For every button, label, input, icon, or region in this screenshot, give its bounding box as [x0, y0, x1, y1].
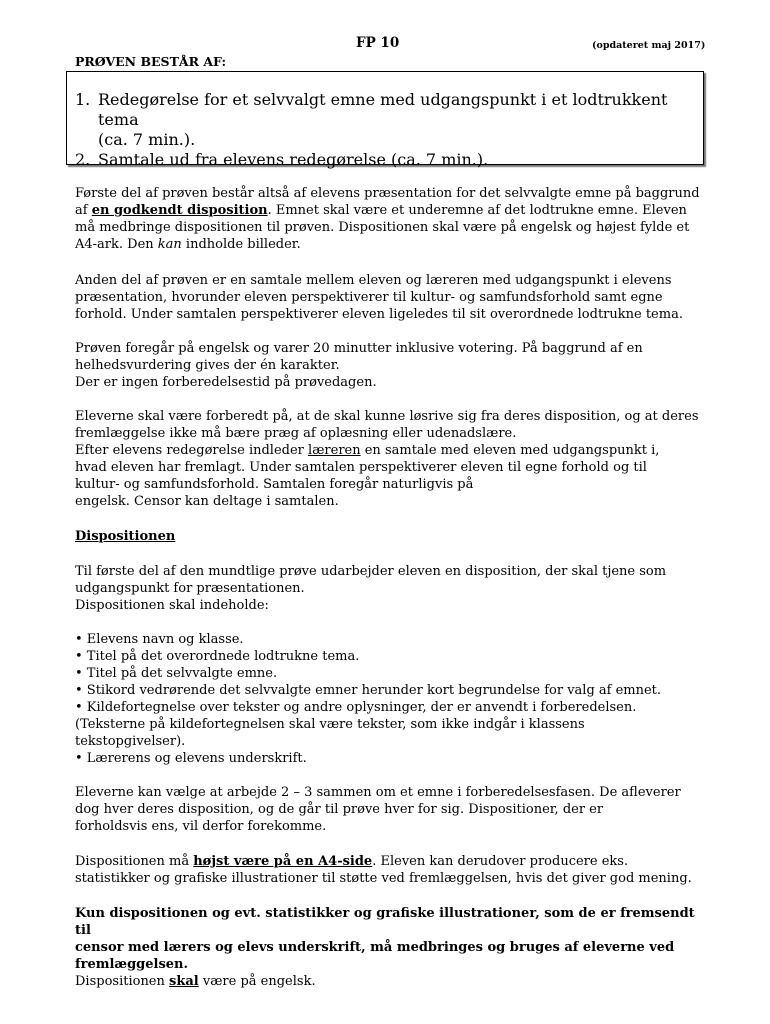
- list-item: • Stikord vedrørende det selvvalgte emner herunder kort begrundelse for valg af emnet.: [75, 683, 662, 698]
- disposition-heading: Dispositionen: [75, 529, 176, 544]
- text-line: præsentation, hvorunder eleven perspektiverer til kultur- og samfundsforhold samt egne: [75, 290, 663, 305]
- text-line: hvad eleven har fremlagt. Under samtalen perspektiverer eleven til egne forhold og til: [75, 460, 647, 475]
- text: Dispositionen: [75, 974, 170, 989]
- text-line: fremlæggelse ikke må bære præg af oplæsning eller udenadslære.: [75, 426, 517, 441]
- list-text: Samtale ud fra elevens redegørelse (ca. 7 min.).: [98, 150, 489, 169]
- text-line: [75, 973, 715, 990]
- paragraph-preparation: [75, 408, 715, 510]
- text-line: Anden del af prøven er en samtale mellem eleven og læreren med udgangspunkt i elevens: [75, 273, 672, 288]
- text-line: [75, 442, 715, 459]
- text: A4-ark. Den: [75, 237, 158, 252]
- text-line: forhold. Under samtalen perspektiverer eleven ligeledes til sit overordnede lodtrukne tema.: [75, 307, 683, 322]
- text: . Eleven kan derudover producere eks.: [372, 854, 629, 869]
- text-line: censor med lærers og elevs underskrift, må medbringes og bruges af eleverne ved: [75, 940, 675, 955]
- list-item: [75, 150, 695, 170]
- list-item: • Titel på det overordnede lodtrukne tema.: [75, 649, 360, 664]
- text-line: Der er ingen forberedelsestid på prøvedagen.: [75, 375, 377, 390]
- text-line: må medbringe dispositionen til prøven. Dispositionen skal være på engelsk og højest fylde et: [75, 220, 690, 235]
- text: Dispositionen må: [75, 854, 194, 869]
- text-line: kultur- og samfundsforhold. Samtalen foregår naturligvis på: [75, 477, 474, 492]
- text: . Emnet skal være et underemne af det lodtrukne emne. Eleven: [267, 203, 687, 218]
- text-line: [75, 236, 715, 253]
- text-line: Eleverne skal være forberedt på, at de skal kunne løsrive sig fra deres disposition, og at deres: [75, 409, 699, 424]
- text: være på engelsk.: [198, 974, 316, 989]
- list-item: • Titel på det selvvalgte emne.: [75, 666, 278, 681]
- text-line: Første del af prøven består altså af elevens præsentation for det selvvalgte emne på baggrund: [75, 186, 700, 201]
- text-line: fremlæggelsen.: [75, 957, 189, 972]
- list-item: [75, 90, 695, 150]
- list-item: • Elevens navn og klasse.: [75, 632, 244, 647]
- text: indholde billeder.: [181, 237, 301, 252]
- text: Efter elevens redegørelse indleder: [75, 443, 309, 458]
- text: af: [75, 203, 92, 218]
- text-line: dog hver deres disposition, og de går til prøve hver for sig. Dispositioner, der er: [75, 802, 604, 817]
- updated-date: (opdateret maj 2017): [592, 40, 706, 51]
- page-title: FP 10: [356, 35, 400, 51]
- section-heading: PRØVEN BESTÅR AF:: [75, 54, 227, 69]
- exam-parts-list: [75, 90, 695, 170]
- page-limit-emphasis: højst være på en A4-side: [193, 854, 373, 869]
- text-line: [75, 202, 715, 219]
- text-line: Prøven foregår på engelsk og varer 20 minutter inklusive votering. På baggrund af en: [75, 341, 643, 356]
- text-line: (Teksterne på kildefortegnelsen skal være tekster, som ikke indgår i klassens: [75, 717, 585, 732]
- exam-summary-box: [66, 71, 704, 169]
- text-line: engelsk. Censor kan deltage i samtalen.: [75, 494, 339, 509]
- text-line: Til første del af den mundtlige prøve udarbejder eleven en disposition, der skal tjene som: [75, 564, 667, 579]
- text-line: [75, 853, 715, 870]
- list-text: (ca. 7 min.).: [98, 130, 196, 149]
- must-emphasis: skal: [169, 974, 199, 989]
- paragraph-second-part: [75, 272, 715, 323]
- paragraph-disposition-intro: [75, 563, 715, 614]
- list-item: • Lærerens og elevens underskrift.: [75, 751, 307, 766]
- paragraph-allowed-materials: [75, 905, 715, 973]
- text-line: helhedsvurdering gives der én karakter.: [75, 358, 340, 373]
- list-number: 2.: [75, 150, 91, 169]
- text-line: statistikker og grafiske illustrationer til støtte ved fremlæggelsen, hvis det giver god mening.: [75, 871, 692, 886]
- text-line: Kun dispositionen og evt. statistikker og grafiske illustrationer, som de er fremsendt til: [75, 906, 695, 938]
- text-line: tekstopgivelser).: [75, 734, 186, 749]
- paragraph-page-limit: [75, 853, 715, 887]
- text-line: Eleverne kan vælge at arbejde 2 – 3 sammen om et emne i forberedelsesfasen. De afleverer: [75, 785, 681, 800]
- disposition-contents-list: [75, 631, 715, 767]
- italic-text: kan: [157, 237, 182, 252]
- approved-disposition-emphasis: en godkendt disposition: [91, 203, 268, 218]
- text-line: Dispositionen skal indeholde:: [75, 598, 269, 613]
- list-number: 1.: [75, 90, 91, 109]
- paragraph-first-part: [75, 185, 715, 253]
- text-line: forholdsvis ens, vil derfor forekomme.: [75, 819, 327, 834]
- underlined-text: læreren: [308, 443, 361, 458]
- list-text: Redegørelse for et selvvalgt emne med udgangspunkt i et lodtrukkent tema: [98, 90, 668, 129]
- paragraph-exam-language: [75, 340, 715, 391]
- list-item: • Kildefortegnelse over tekster og andre oplysninger, der er anvendt i forberedelsen.: [75, 700, 637, 715]
- paragraph-group-work: [75, 784, 715, 835]
- text: en samtale med eleven med udgangspunkt i,: [360, 443, 660, 458]
- paragraph-english-requirement: [75, 973, 715, 990]
- text-line: udgangspunkt for præsentationen.: [75, 581, 305, 596]
